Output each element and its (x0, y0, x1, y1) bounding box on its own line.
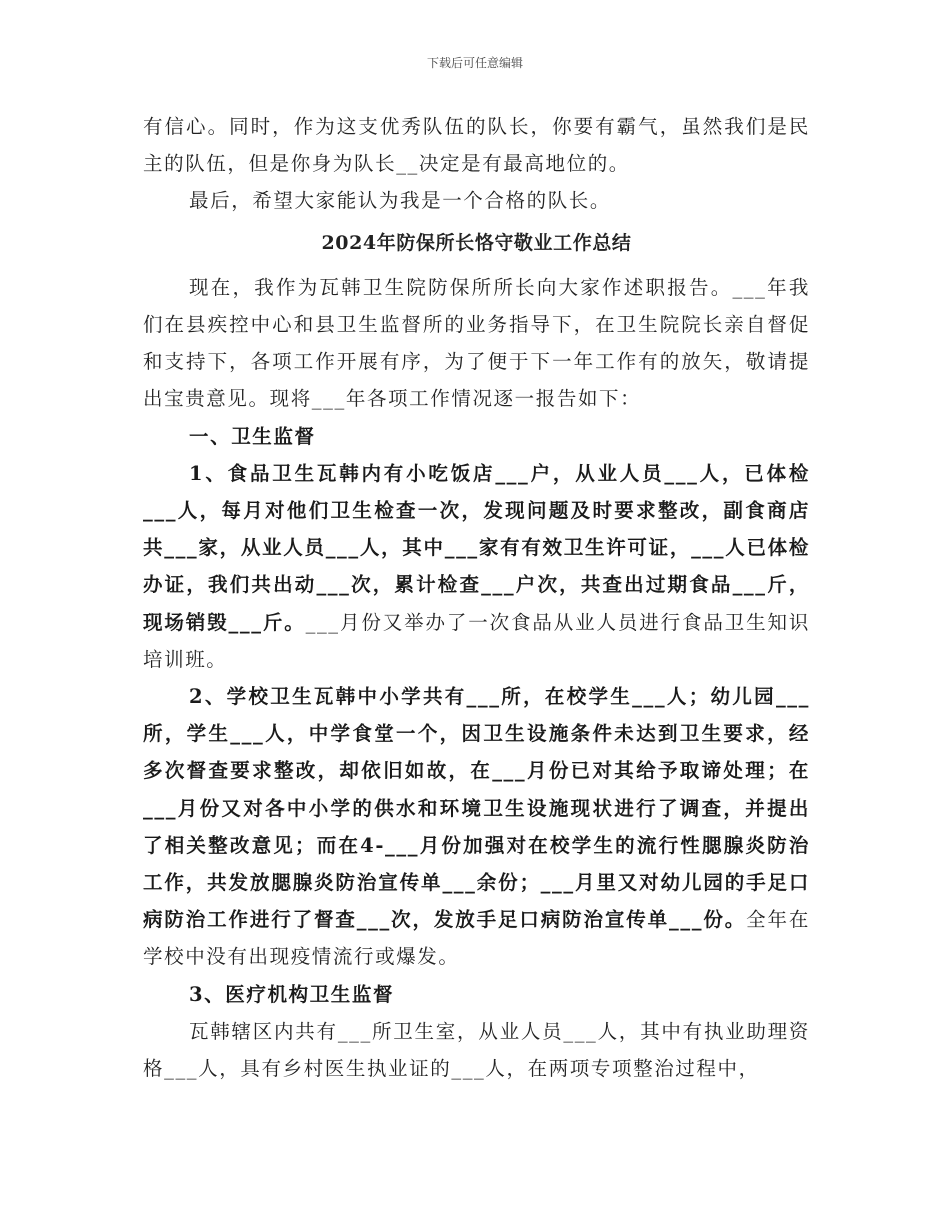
item-school-hygiene-bold: 2、学校卫生瓦韩中小学共有___所，在校学生___人；幼儿园___所，学生___人，中学食堂一个，因卫生设施条件未达到卫生要求，经多次督查要求整改，却依旧如故，在___月份已对其给予取谛处理；在___月份又对各中小学的供水和环境卫生设施现状进行了调查，并提出了相关整改意见；而在4-___月份加强对在校学生的流行性腮腺炎防治工作，共发放腮腺炎防治宣传单___余份；___月里又对幼儿园的手足口病防治工作进行了督查___次，发放手足口病防治宣传单___份。 (143, 685, 810, 932)
item-school-hygiene-normal: 全年在学校中没有出现疫情流行或爆发。 (143, 908, 810, 969)
item-medical-heading: 3、医疗机构卫生监督 (189, 982, 395, 1006)
section-heading-hygiene-supervision: 一、卫生监督 (189, 424, 316, 448)
paragraph-continuation: 有信心。同时，作为这支优秀队伍的队长，你要有霸气，虽然我们是民主的队伍，但是你身为队长__决定是有最高地位的。 (143, 115, 810, 176)
paragraph-closing: 最后，希望大家能认为我是一个合格的队长。 (189, 189, 612, 213)
page-header: 下载后可任意编辑 (426, 56, 523, 70)
document-body (143, 108, 810, 1087)
item-food-hygiene (143, 455, 810, 678)
document-title: 2024年防保所长恪守敬业工作总结 (321, 231, 632, 254)
intro-paragraph: 现在，我作为瓦韩卫生院防保所所长向大家作述职报告。___年我们在县疾控中心和县卫生监督所的业务指导下，在卫生院院长亲自督促和支持下，各项工作开展有序，为了便于下一年工作有的放矢，敬请提出宝贵意见。现将___年各项工作情况逐一报告如下： (143, 275, 810, 411)
item-school-hygiene (143, 678, 810, 976)
item-food-hygiene-bold: 1、食品卫生瓦韩内有小吃饭店___户，从业人员___人，已体检___人，每月对他们卫生检查一次，发现问题及时要求整改，副食商店共___家，从业人员___人，其中___家有有效卫生许可证，___人已体检办证，我们共出动___次，累计检查___户次，共查出过期食品___斤，现场销毁___斤。 (143, 461, 810, 634)
item-food-hygiene-normal: ___月份又举办了一次食品从业人员进行食品卫生知识培训班。 (143, 610, 810, 671)
item-medical-text: 瓦韩辖区内共有___所卫生室，从业人员___人，其中有执业助理资格___人，具有乡村医生执业证的___人，在两项专项整治过程中， (143, 1019, 810, 1081)
